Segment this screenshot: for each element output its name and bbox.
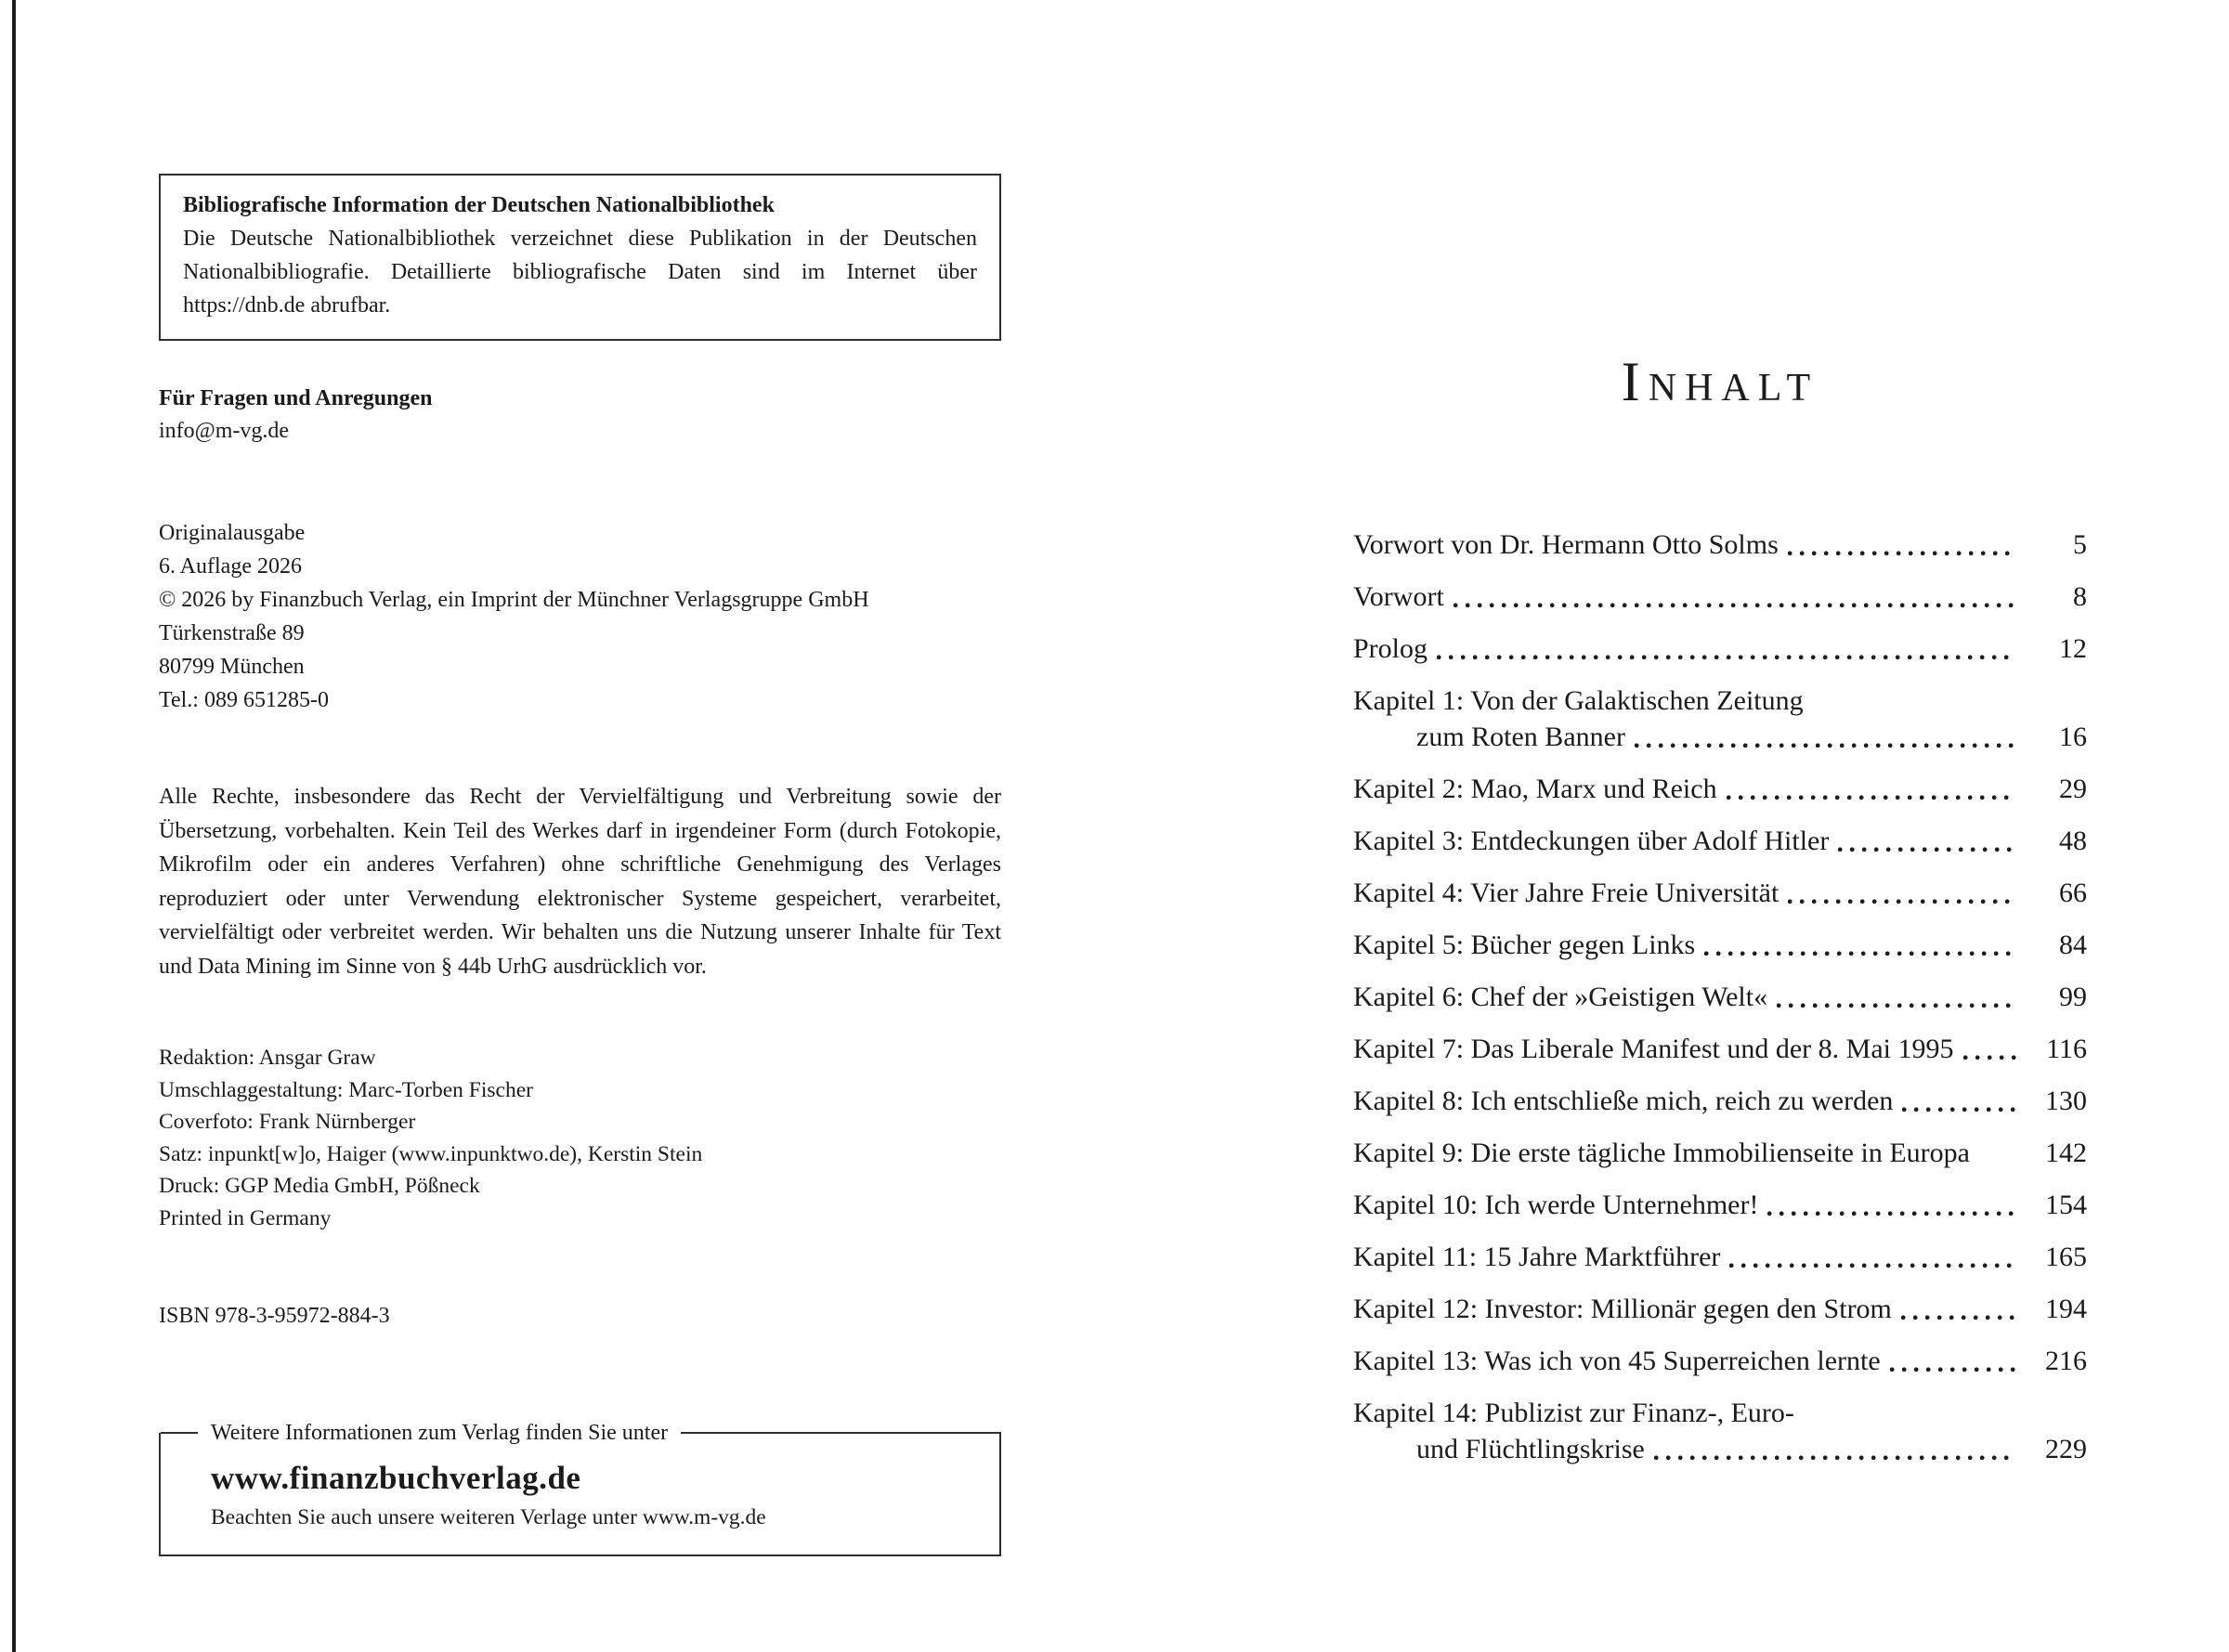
toc-entry	[1353, 982, 2087, 1013]
credits-block	[159, 1042, 1001, 1234]
edition-line: Tel.: 089 651285-0	[159, 688, 329, 712]
toc-entry-title: und Flüchtlingskrise	[1416, 1434, 1645, 1464]
toc-entry-title: Kapitel 13: Was ich von 45 Superreichen lernte	[1353, 1346, 1881, 1376]
toc-entry	[1353, 878, 2087, 909]
toc-entry	[1353, 1434, 2087, 1465]
dnb-info-box	[159, 174, 1001, 341]
dnb-box-title: Bibliografische Information der Deutschen Nationalbibliothek	[183, 193, 775, 217]
toc-entry-page: 116	[2046, 1034, 2087, 1064]
publisher-box-intro-text: Weitere Informationen zum Verlag finden Sie unter	[211, 1421, 669, 1445]
toc-entry-title: Kapitel 1: Von der Galaktischen Zeitung	[1353, 685, 1804, 716]
toc-entry-page: 8	[2073, 581, 2087, 612]
edition-line: Türkenstraße 89	[159, 621, 305, 645]
toc-leader-dots	[1437, 655, 2016, 660]
toc-entry-title: Kapitel 4: Vier Jahre Freie Universität	[1353, 878, 1779, 908]
toc-leader-dots	[1788, 551, 2016, 556]
toc-entry	[1353, 1294, 2087, 1325]
toc-entry-page: 16	[2059, 722, 2087, 752]
toc-leader-dots	[1902, 1107, 2016, 1112]
toc-entry-page: 216	[2045, 1346, 2087, 1376]
contents-title: Inhalt	[1621, 351, 1819, 412]
toc-entry-title: Kapitel 3: Entdeckungen über Adolf Hitler	[1353, 826, 1830, 856]
toc-entry-title: Kapitel 12: Investor: Millionär gegen den Strom	[1353, 1294, 1892, 1324]
toc-entry-page: 66	[2059, 878, 2087, 908]
credit-line: Coverfoto: Frank Nürnberger	[159, 1110, 416, 1134]
toc-entry	[1353, 1138, 2087, 1169]
toc-leader-dots	[1729, 1263, 2016, 1268]
contact-email: info@m-vg.de	[159, 419, 290, 443]
toc-entry-title: Kapitel 2: Mao, Marx und Reich	[1353, 774, 1717, 804]
toc-entry	[1353, 581, 2087, 613]
toc-entry-page: 12	[2059, 633, 2087, 664]
publisher-note: Beachten Sie auch unsere weiteren Verlage unter www.m-vg.de	[211, 1505, 766, 1529]
toc-entry	[1353, 633, 2087, 665]
credit-line: Satz: inpunkt[w]o, Haiger (www.inpunktwo.de), Kerstin Stein	[159, 1141, 703, 1166]
edition-block	[159, 516, 1001, 717]
toc-entry-page: 99	[2059, 982, 2087, 1012]
contact-block	[159, 383, 1001, 448]
toc-entry	[1353, 529, 2087, 561]
toc-entry-title: Kapitel 14: Publizist zur Finanz-, Euro-	[1353, 1398, 1794, 1428]
toc-leader-dots	[1453, 603, 2016, 608]
edition-line: © 2026 by Finanzbuch Verlag, ein Imprint der Münchner Verlagsgruppe GmbH	[159, 588, 869, 612]
toc-entry-title: Kapitel 9: Die erste tägliche Immobilienseite in Europa	[1353, 1138, 1970, 1168]
toc-leader-dots	[1838, 847, 2016, 852]
toc-leader-dots	[1890, 1367, 2016, 1372]
toc-entry	[1353, 1034, 2087, 1065]
toc-leader-dots	[1704, 951, 2016, 956]
contact-heading: Für Fragen und Anregungen	[159, 386, 433, 410]
toc-entry-title: Kapitel 11: 15 Jahre Marktführer	[1353, 1242, 1721, 1272]
toc-entry-page: 29	[2059, 774, 2087, 804]
toc-entry	[1353, 685, 2087, 717]
credit-line: Printed in Germany	[159, 1205, 332, 1230]
page-edge-line	[12, 0, 16, 1652]
isbn-line: ISBN 978-3-95972-884-3	[159, 1304, 390, 1328]
toc-entry-page: 165	[2045, 1242, 2087, 1272]
dnb-box-body: Die Deutsche Nationalbibliothek verzeichnet diese Publikation in der Deutschen Nationalbibliografie. Detaillierte bibliografische Daten sind im Internet über https://dnb.de abrufbar.	[183, 227, 977, 318]
publisher-info-box	[159, 1421, 1001, 1556]
toc-entry	[1353, 774, 2087, 805]
toc-list	[1353, 529, 2087, 1486]
toc-entry	[1353, 1398, 2087, 1429]
toc-entry	[1353, 1190, 2087, 1221]
toc-entry-title: Kapitel 5: Bücher gegen Links	[1353, 930, 1696, 960]
toc-entry-page: 194	[2045, 1294, 2087, 1324]
toc-entry	[1353, 930, 2087, 961]
edition-line: Originalausgabe	[159, 521, 306, 545]
credit-line: Umschlaggestaltung: Marc-Torben Fischer	[159, 1077, 533, 1102]
toc-entry-title: Vorwort	[1353, 581, 1444, 612]
toc-entry-page: 229	[2045, 1434, 2087, 1464]
toc-entry	[1353, 1242, 2087, 1273]
edition-line: 80799 München	[159, 655, 305, 679]
toc-leader-dots	[1654, 1455, 2016, 1461]
credit-line: Redaktion: Ansgar Graw	[159, 1046, 376, 1070]
toc-leader-dots	[1963, 1055, 2017, 1060]
toc-entry-page: 84	[2059, 930, 2087, 960]
credit-line: Druck: GGP Media GmbH, Pößneck	[159, 1174, 480, 1198]
toc-entry-title: Kapitel 8: Ich entschließe mich, reich zu werden	[1353, 1086, 1894, 1116]
toc-entry-title: Vorwort von Dr. Hermann Otto Solms	[1353, 529, 1779, 560]
toc-entry-page: 5	[2073, 529, 2087, 560]
toc-entry	[1353, 1346, 2087, 1377]
publisher-url: www.finanzbuchverlag.de	[211, 1460, 581, 1496]
toc-leader-dots	[1901, 1315, 2016, 1320]
toc-leader-dots	[1727, 795, 2016, 800]
toc-leader-dots	[1788, 899, 2016, 904]
toc-leader-dots	[1635, 743, 2016, 748]
edition-line: 6. Auflage 2026	[159, 554, 302, 579]
toc-entry-title: Prolog	[1353, 633, 1428, 664]
toc-entry-title: Kapitel 6: Chef der »Geistigen Welt«	[1353, 982, 1768, 1012]
toc-entry-page: 130	[2045, 1086, 2087, 1116]
toc-entry	[1353, 722, 2087, 753]
toc-entry-page: 142	[2045, 1138, 2087, 1168]
toc-entry	[1353, 826, 2087, 857]
toc-entry-page: 48	[2059, 826, 2087, 856]
toc-entry-title: Kapitel 10: Ich werde Unternehmer!	[1353, 1190, 1759, 1220]
toc-entry-title: zum Roten Banner	[1416, 722, 1625, 752]
toc-entry-page: 154	[2045, 1190, 2087, 1220]
toc-leader-dots	[1767, 1211, 2016, 1216]
toc-leader-dots	[1777, 1003, 2016, 1008]
publisher-box-intro	[161, 1417, 999, 1449]
toc-entry-title: Kapitel 7: Das Liberale Manifest und der 8. Mai 1995	[1353, 1034, 1954, 1064]
toc-entry	[1353, 1086, 2087, 1117]
rights-paragraph: Alle Rechte, insbesondere das Recht der Vervielfältigung und Verbreitung sowie der Übersetzung, vorbehalten. Kein Teil des Werkes darf in irgendeiner Form (durch Fotokopie, Mikrofilm oder ein anderes Verfahren) ohne schriftliche Genehmigung des Verlages reproduziert oder unter Verwendung elektronischer Systeme gespeichert, verarbeitet, vervielfältigt oder verbreitet werden. Wir behalten uns die Nutzung unserer Inhalte für Text und Data Mining im Sinne von § 44b UrhG ausdrücklich vor.	[159, 785, 1001, 979]
